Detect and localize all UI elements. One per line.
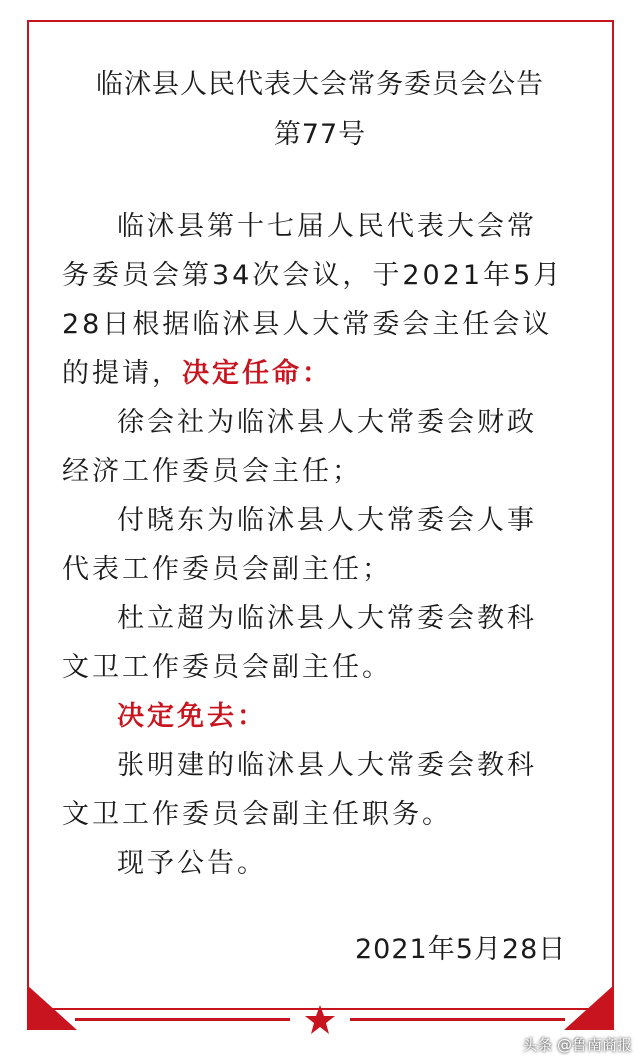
remove-heading: 决定免去：	[117, 701, 267, 732]
notice-date: 2021年5月28日	[355, 934, 567, 965]
notice-number: 第77号	[273, 119, 367, 150]
bottom-left-rule	[75, 1018, 290, 1021]
appointment-2-line-1: 付晓东为临沭县人大常委会人事	[117, 505, 537, 536]
intro-line-2: 务委员会第34次会议，于2021年5月	[62, 260, 564, 291]
intro-line-1: 临沭县第十七届人民代表大会常	[117, 211, 537, 242]
removal-1-line-2: 文卫工作委员会副主任职务。	[62, 799, 452, 830]
intro-tail: 的提请，	[62, 358, 182, 389]
appointment-3-line-1: 杜立超为临沭县人大常委会教科	[117, 603, 537, 634]
appointment-1-line-1: 徐会社为临沭县人大常委会财政	[117, 407, 537, 438]
appointment-3-line-2: 文卫工作委员会副主任。	[62, 652, 392, 683]
appointment-2-line-2: 代表工作委员会副主任；	[62, 554, 392, 585]
removal-1-line-1: 张明建的临沭县人大常委会教科	[117, 750, 537, 781]
watermark: 头条 @鲁南商报	[522, 1036, 632, 1054]
corner-right-ornament	[564, 985, 614, 1030]
notice-title: 临沭县人民代表大会常务委员会公告	[96, 69, 544, 100]
appointment-1-line-2: 经济工作委员会主任；	[62, 456, 362, 487]
intro-line-4	[62, 354, 332, 394]
bottom-right-rule	[350, 1018, 565, 1021]
star-icon	[304, 1004, 336, 1036]
intro-line-3: 28日根据临沭县人大常委会主任会议	[62, 309, 553, 340]
closing-text: 现予公告。	[117, 848, 267, 879]
appoint-heading: 决定任命：	[182, 358, 332, 389]
corner-left-ornament	[27, 985, 77, 1030]
